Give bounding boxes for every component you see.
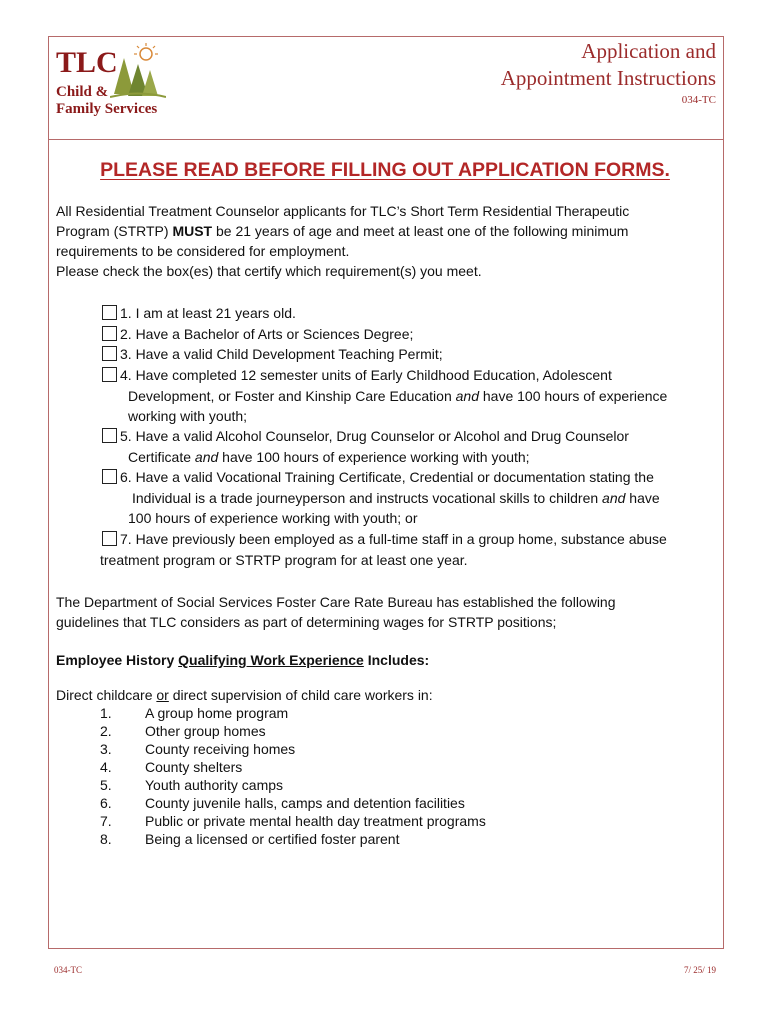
requirement-7-checkbox[interactable] [102, 531, 117, 546]
list-item: 8. Being a licensed or certified foster parent [100, 831, 400, 847]
header-divider [48, 139, 724, 140]
requirement-7: 7. Have previously been employed as a full-time staff in a group home, substance abuse [102, 529, 667, 550]
requirement-2: 2. Have a Bachelor of Arts or Sciences Degree; [102, 324, 413, 345]
footer-date: 7/ 25/ 19 [683, 965, 716, 975]
list-item: 5. Youth authority camps [100, 777, 284, 793]
list-item: 7. Public or private mental health day treatment programs [100, 813, 486, 829]
logo-org-name: Child & Family Services [56, 84, 158, 117]
document-code: 034-TC [681, 94, 716, 106]
footer-code: 034-TC [54, 965, 82, 975]
intro-paragraph: All Residential Treatment Counselor applicants for TLC’s Short Term Residential Therapeutic Program (STRTP) MUST be 21 years of age and meet at least one of the following minimum requirements to be considered for employment. Please check the box(es) that certify which requirement(s) you meet. [56, 203, 630, 279]
list-item: 6. County juvenile halls, camps and detention facilities [100, 795, 465, 811]
requirement-1: 1. I am at least 21 years old. [102, 303, 296, 324]
document-title: Application and Appointment Instructions [500, 39, 716, 90]
requirement-6: 6. Have a valid Vocational Training Certificate, Credential or documentation stating the Individual is a trade journeyperson and instructs vocational skills to children and have 100 hours of experience working with youth; or [102, 467, 660, 529]
requirement-1-checkbox[interactable] [102, 305, 117, 320]
requirement-6-checkbox[interactable] [102, 469, 117, 484]
dss-paragraph: The Department of Social Services Foster Care Rate Bureau has established the following guidelines that TLC considers as part of determining wages for STRTP positions; [56, 594, 616, 630]
requirement-3: 3. Have a valid Child Development Teaching Permit; [102, 344, 443, 365]
list-item: 1. A group home program [100, 705, 289, 721]
tlc-logo [54, 42, 184, 122]
requirement-5-checkbox[interactable] [102, 428, 117, 443]
list-item: 3. County receiving homes [100, 741, 296, 757]
requirement-3-checkbox[interactable] [102, 346, 117, 361]
direct-childcare-intro: Direct childcare or direct supervision of child care workers in: [56, 687, 433, 703]
requirement-2-checkbox[interactable] [102, 326, 117, 341]
employee-history-heading: Employee History Qualifying Work Experience Includes: [56, 652, 430, 668]
requirement-4: 4. Have completed 12 semester units of Early Childhood Education, Adolescent Development, or Foster and Kinship Care Education and have 100 hours of experience working with youth; [102, 365, 667, 427]
requirement-4-checkbox[interactable] [102, 367, 117, 382]
requirement-7-continued: treatment program or STRTP program for at least one year. [100, 552, 468, 568]
main-title: PLEASE READ BEFORE FILLING OUT APPLICATION FORMS. [100, 159, 670, 181]
logo-abbr: TLC [56, 46, 118, 79]
list-item: 4. County shelters [100, 759, 243, 775]
workplace-list [100, 704, 486, 848]
requirement-5: 5. Have a valid Alcohol Counselor, Drug Counselor or Alcohol and Drug Counselor Certificate and have 100 hours of experience working with youth; [102, 426, 629, 467]
list-item: 2. Other group homes [100, 723, 266, 739]
